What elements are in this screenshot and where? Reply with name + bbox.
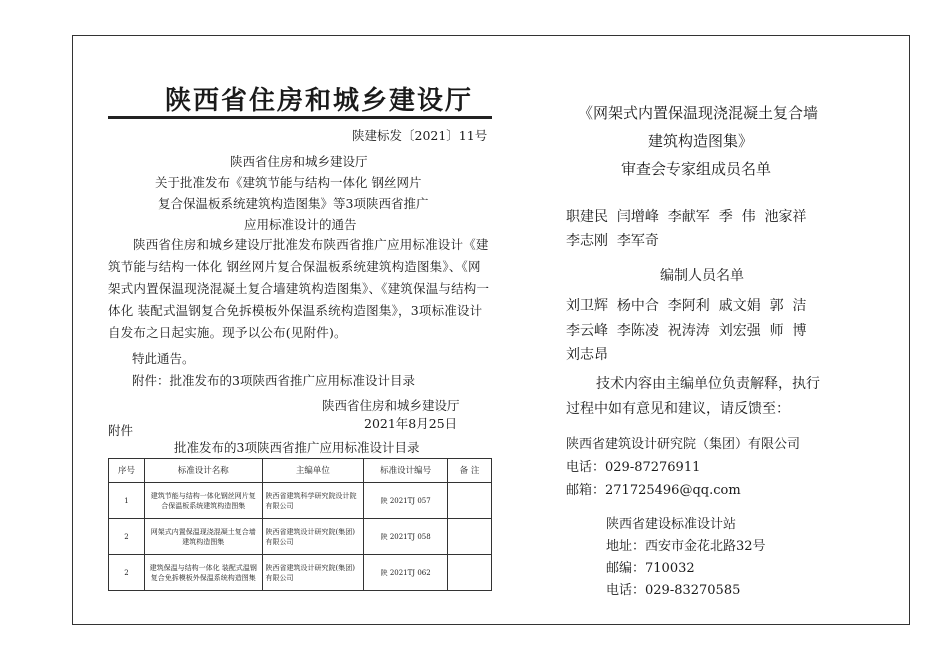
row-editor: 陕西省建筑科学研究院设计院有限公司 [262,483,364,519]
notice-header-line-1: 陕西省住房和城乡建设厅 [230,154,368,169]
note-line-2: 过程中如有意见和建议，请反馈至： [566,401,790,417]
col-header-remark: 备 注 [448,459,492,483]
attachment-line: 附件：批准发布的3项陕西省推广应用标准设计目录 [132,373,415,388]
attachment-label: 附件 [108,423,134,438]
row-code: 陕 2021TJ 058 [364,519,448,555]
editors-line-3: 刘志昂 [566,347,608,363]
col-header-name: 标准设计名称 [144,459,262,483]
row-index: 2 [109,519,145,555]
row-code: 陕 2021TJ 057 [364,483,448,519]
book-title-line-1: 《网架式内置保温现浇混凝土复合墙 [578,104,819,122]
row-remark [448,483,492,519]
notice-date: 2021年8月25日 [364,416,458,431]
row-name: 网架式内置保温现浇混凝土复合墙建筑构造图集 [144,519,262,555]
row-code: 陕 2021TJ 062 [364,555,448,591]
editors-line-2: 李云峰 李陈凌 祝涛涛 刘宏强 师 博 [566,323,807,339]
editor-org: 陕西省建筑设计研究院（集团）有限公司 [566,437,801,452]
table-title: 批准发布的3项陕西省推广应用标准设计目录 [174,440,420,455]
notice-header-line-4: 应用标准设计的通告 [244,217,357,232]
row-index: 2 [109,555,145,591]
row-name: 建筑保温与结构一体化 装配式温钢复合免拆模板外保温系统构造图集 [144,555,262,591]
title-rule [108,116,492,119]
station-phone: 电话：029-83270585 [606,583,741,598]
review-heading: 审查会专家组成员名单 [621,160,772,178]
notice-header-line-3: 复合保温板系统建筑构造图集》等3项陕西省推广 [158,196,429,211]
row-editor: 陕西省建筑设计研究院(集团)有限公司 [262,519,364,555]
note-line-1: 技术内容由主编单位负责解释，执行 [596,376,820,392]
editor-phone: 电话：029-87276911 [566,460,701,475]
notice-closing: 特此通告。 [132,351,195,366]
table-header-row [109,459,492,483]
station-address: 地址：西安市金花北路32号 [606,539,766,554]
col-header-code: 标准设计编号 [364,459,448,483]
signature: 陕西省住房和城乡建设厅 [322,398,460,413]
notice-body: 陕西省住房和城乡建设厅批准发布陕西省推广应用标准设计《建筑节能与结构一体化 钢丝网片复合保温板系统建筑构造图集》、《网架式内置保温现浇混凝土复合墙建筑构造图集》、《建筑保温与结构一体化 装配式温钢复合免拆模板外保温系统构造图集》，3项标准设计自发布之日起实施。现予以公布(见附件)。 [108,237,490,340]
row-index: 1 [109,483,145,519]
doc-number: 陕建标发〔2021〕11号 [352,128,488,143]
table-row [109,555,492,591]
notice-header-line-2: 关于批准发布《建筑节能与结构一体化 钢丝网片 [155,175,422,190]
editors-heading: 编制人员名单 [660,268,744,284]
col-header-index: 序号 [109,459,145,483]
col-header-editor: 主编单位 [262,459,364,483]
station-name: 陕西省建设标准设计站 [606,517,737,532]
book-title-line-2: 建筑构造图集》 [648,132,754,150]
standards-table [108,458,492,591]
row-editor: 陕西省建筑设计研究院(集团)有限公司 [262,555,364,591]
table-row [109,483,492,519]
row-remark [448,555,492,591]
authority-title: 陕西省住房和城乡建设厅 [165,86,474,116]
reviewers-line-2: 李志刚 李军奇 [566,233,659,249]
editors-line-1: 刘卫辉 杨中合 李阿利 戚文娟 郭 洁 [566,298,807,314]
reviewers-line-1: 职建民 闫增峰 李献军 季 伟 池家祥 [566,209,807,225]
row-name: 建筑节能与结构一体化钢丝网片复合保温板系统建筑构造图集 [144,483,262,519]
row-remark [448,519,492,555]
station-zip: 邮编：710032 [606,561,695,576]
table-row [109,519,492,555]
editor-email: 邮箱：271725496@qq.com [566,483,741,498]
